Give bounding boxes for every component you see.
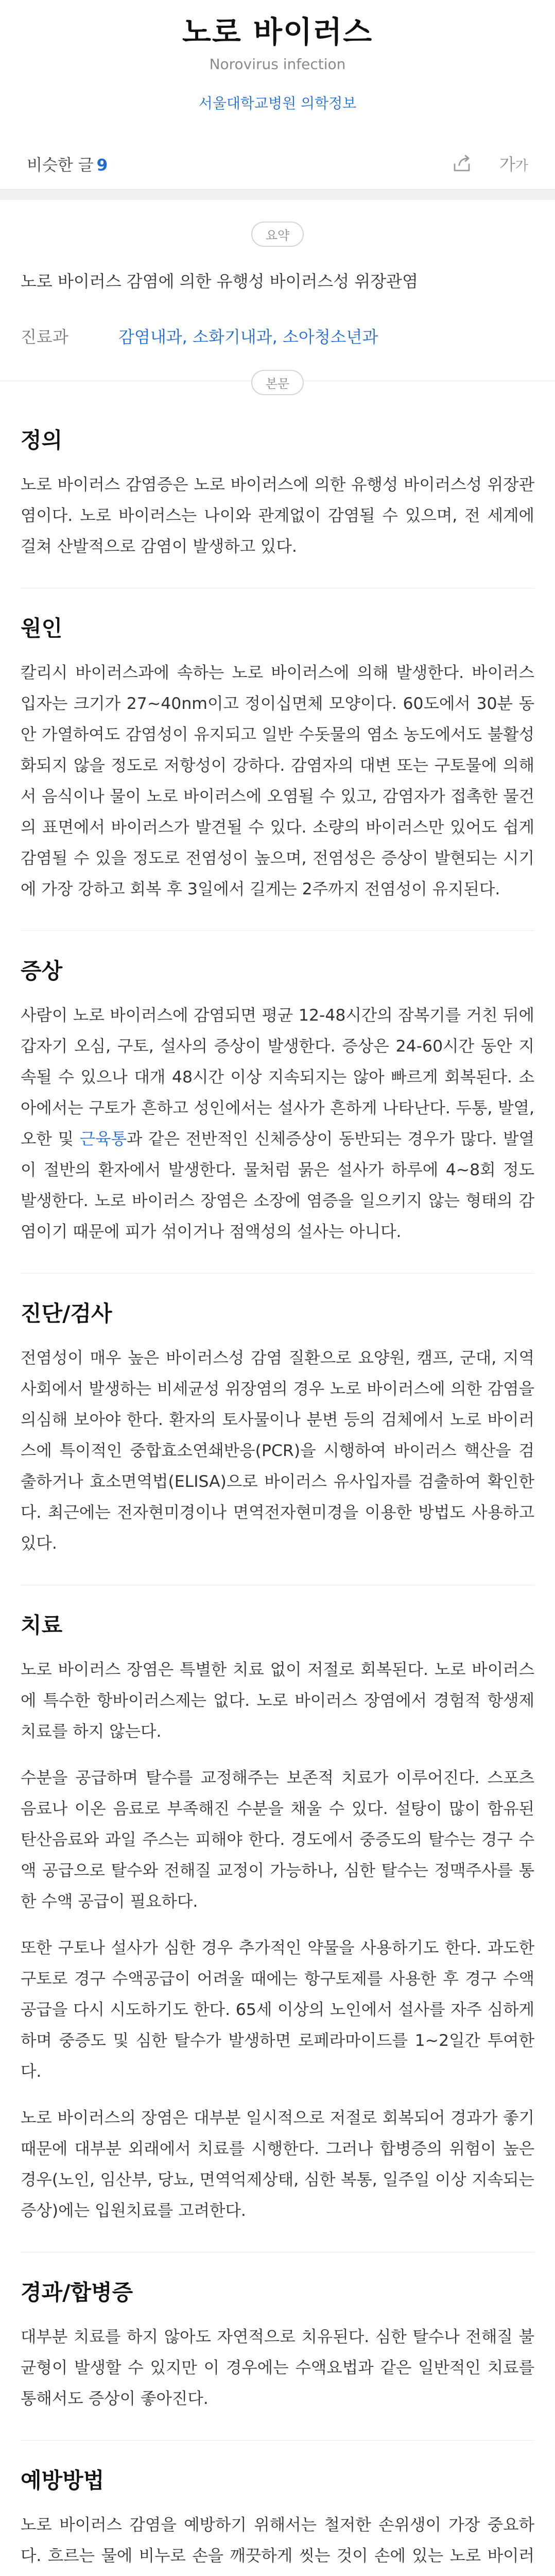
section-symptoms bbox=[21, 936, 534, 1274]
department-link-gastro[interactable]: 소화기내과 bbox=[193, 327, 272, 347]
toolbar-tools bbox=[451, 151, 528, 175]
department-label: 진료과 bbox=[21, 327, 68, 347]
page-subtitle: Norovirus infection bbox=[209, 56, 346, 73]
section-title: 원인 bbox=[21, 616, 63, 641]
font-large-label: 가 bbox=[499, 155, 515, 174]
paragraph-text: 사람이 노로 바이러스에 감염되면 평균 12-48시간의 잠복기를 거친 뒤에 갑자기 오심, 구토, 설사의 증상이 발생한다. 증상은 24-60시간 동안 지속될 수 있으나 대개 48시간 이상 지속되지는 않아 빠르게 회복된다. 소아에서는 구토가 흔하고 성인에서는 설사가 흔하게 나타난다. 두통, 발열, 오한 및 bbox=[21, 1006, 534, 1148]
similar-articles-count: 9 bbox=[96, 156, 108, 175]
muscle-pain-link[interactable]: 근육통 bbox=[79, 1130, 127, 1148]
section-paragraph: 노로 바이러스의 장염은 대부분 일시적으로 저절로 회복되어 경과가 좋기 때문에 대부분 외래에서 치료를 시행한다. 그러나 합병증의 위험이 높은 경우(노인, 임산부, 당뇨, 면역억제상태, 심한 복통, 일주일 이상 지속되는 증상)에는 입원치료를 고려한다. bbox=[21, 2109, 534, 2220]
department-link-pediatrics[interactable]: 소아청소년과 bbox=[282, 327, 378, 347]
share-icon bbox=[451, 152, 473, 174]
section-paragraph: 노로 바이러스 감염을 예방하기 위해서는 철저한 손위생이 가장 중요하다. 흐르는 물에 비누로 손을 깨끗하게 씻는 것이 손에 있는 노로 바이러 bbox=[21, 2516, 534, 2565]
summary-pill-wrap bbox=[0, 222, 555, 247]
summary-text: 노로 바이러스 감염에 의한 유행성 바이러스성 위장관염 bbox=[21, 272, 419, 291]
section-prognosis bbox=[21, 2258, 534, 2441]
department-row bbox=[0, 324, 555, 350]
section-divider-band bbox=[0, 190, 555, 200]
section-treatment bbox=[21, 1590, 534, 2252]
summary-pill: 요약 bbox=[251, 222, 304, 247]
department-separator: , bbox=[272, 327, 283, 347]
section-title: 진단/검사 bbox=[21, 1301, 112, 1326]
section-paragraph: 수분을 공급하며 탈수를 교정해주는 보존적 치료가 이루어진다. 스포츠 음료나 이온 음료로 부족해진 수분을 채울 수 있다. 설탕이 많이 함유된 탄산음료와 과일 주스는 피해야 한다. 경도에서 중증도의 탈수는 경구 수액 공급으로 탈수와 전해질 교정이 가능하나, 심한 탈수는 정맥주사를 통한 수액 공급이 필요하다. bbox=[21, 1769, 534, 1911]
section-paragraph: 전염성이 매우 높은 바이러스성 감염 질환으로 요양원, 캠프, 군대, 지역 사회에서 발생하는 비세균성 위장염의 경우 노로 바이러스에 의한 감염을 의심해 보아야 한다. 환자의 토사물이나 분변 등의 검체에서 노로 바이러스에 특이적인 중합효소연쇄반응(PCR)을 시행하여 바이러스 핵산을 검출하거나 효소면역법(ELISA)으로 바이러스 유사입자를 검출하여 확인한다. 최근에는 전자현미경이나 면역전자현미경을 이용한 방법도 사용하고 있다. bbox=[21, 1349, 534, 1553]
font-small-label: 가 bbox=[515, 158, 528, 174]
department-link-infectious[interactable]: 감염내과 bbox=[118, 327, 182, 347]
article-header bbox=[0, 0, 555, 113]
section-paragraph: 칼리시 바이러스과에 속하는 노로 바이러스에 의해 발생한다. 바이러스 입자는 크기가 27~40nm이고 정이십면체 모양이다. 60도에서 30분 동안 가열하여도 감염성이 유지되고 일반 수돗물의 염소 농도에서도 불활성화되지 않을 정도로 저항성이 강하다. 감염자의 대변 또는 구토물에 의해서 음식이나 물이 노로 바이러스에 오염될 수 있고, 감염자가 접촉한 물건의 표면에서 바이러스가 발견될 수 있다. 소량의 바이러스만 있어도 쉽게 감염될 수 있을 정도로 전염성이 높으며, 전염성은 증상이 발현되는 시기에 가장 강하고 회복 후 3일에서 길게는 2주까지 전염성이 유지된다. bbox=[21, 664, 534, 899]
section-paragraph: 또한 구토나 설사가 심한 경우 추가적인 약물을 사용하기도 한다. 과도한 구토로 경구 수액공급이 어려울 때에는 항구토제를 사용한 후 경구 수액공급을 다시 시도하기도 한다. 65세 이상의 노인에서 설사를 자주 심하게 하며 중증도 및 심한 탈수가 발생하면 로페라마이드를 1~2일간 투여한다. bbox=[21, 1939, 534, 2081]
section-prevention bbox=[21, 2446, 534, 2576]
font-size-button[interactable] bbox=[499, 151, 528, 175]
section-paragraph bbox=[21, 1000, 534, 1247]
body-pill-wrap bbox=[0, 370, 555, 395]
article-toolbar bbox=[0, 138, 555, 190]
similar-articles-button[interactable] bbox=[27, 152, 108, 175]
section-paragraph: 노로 바이러스 장염은 특별한 치료 없이 저절로 회복된다. 노로 바이러스에 특수한 항바이러스제는 없다. 노로 바이러스 장염에서 경험적 항생제 치료를 하지 않는다. bbox=[21, 1660, 534, 1741]
share-button[interactable] bbox=[451, 152, 473, 174]
article-body bbox=[0, 405, 555, 2576]
section-title: 정의 bbox=[21, 428, 63, 453]
source-label: 서울대학교병원 의학정보 bbox=[198, 95, 357, 112]
section-diagnosis bbox=[21, 1279, 534, 1585]
section-title: 치료 bbox=[21, 1613, 63, 1638]
department-list bbox=[118, 324, 378, 350]
page-title: 노로 바이러스 bbox=[182, 14, 373, 49]
paragraph-text: 과 같은 전반적인 신체증상이 동반되는 경우가 많다. 발열이 절반의 환자에서 발생한다. 물처럼 묽은 설사가 하루에 4~8회 정도 발생한다. 노로 바이러스 장염은 소장에 염증을 일으키지 않는 형태의 감염이기 때문에 피가 섞이거나 점액성의 설사는 아니다. bbox=[21, 1130, 534, 1241]
section-title: 예방방법 bbox=[21, 2468, 105, 2493]
section-paragraph: 대부분 치료를 하지 않아도 자연적으로 치유된다. 심한 탈수나 전해질 불균형이 발생할 수 있지만 이 경우에는 수액요법과 같은 일반적인 치료를 통해서도 증상이 좋아진다. bbox=[21, 2328, 534, 2408]
department-separator: , bbox=[182, 327, 193, 347]
section-cause bbox=[21, 594, 534, 931]
section-definition bbox=[21, 405, 534, 588]
section-title: 경과/합병증 bbox=[21, 2280, 133, 2305]
body-pill: 본문 bbox=[251, 370, 304, 395]
section-paragraph: 노로 바이러스 감염증은 노로 바이러스에 의한 유행성 바이러스성 위장관염이다. 노로 바이러스는 나이와 관계없이 감염될 수 있으며, 전 세계에 걸쳐 산발적으로 감염이 발생하고 있다. bbox=[21, 476, 534, 556]
section-title: 증상 bbox=[21, 958, 63, 984]
similar-articles-label: 비슷한 글 bbox=[27, 156, 94, 175]
